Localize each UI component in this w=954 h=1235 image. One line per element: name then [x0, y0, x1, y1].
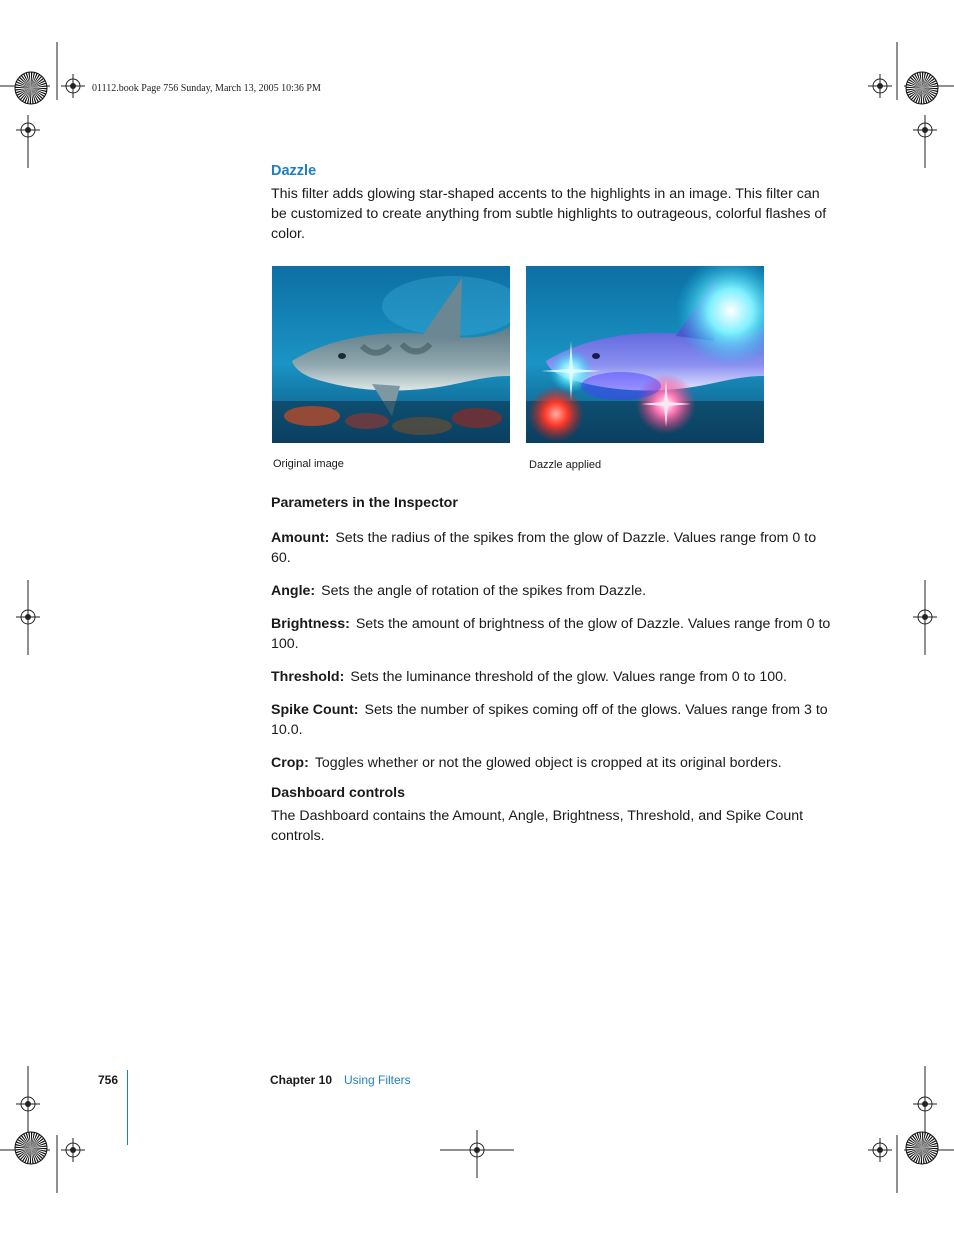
param-desc: Sets the angle of rotation of the spikes from Dazzle.	[321, 583, 647, 599]
param-name: Crop:	[271, 755, 309, 771]
param-brightness	[271, 614, 831, 654]
param-name: Threshold:	[271, 669, 345, 685]
starburst-mark	[15, 72, 47, 104]
dashboard-heading: Dashboard controls	[271, 785, 406, 801]
footer-chapter-title: Using Filters	[344, 1073, 411, 1087]
dashboard-paragraph: The Dashboard contains the Amount, Angle, Brightness, Threshold, and Spike Count controls.	[271, 808, 804, 844]
book-slug: 01112.book Page 756 Sunday, March 13, 2005 10:36 PM	[92, 83, 321, 94]
param-desc: Sets the luminance threshold of the glow. Values range from 0 to 100.	[350, 669, 787, 685]
param-name: Spike Count:	[271, 702, 359, 718]
param-spike-count	[271, 700, 831, 740]
param-angle	[271, 581, 831, 601]
page-number: 756	[98, 1073, 119, 1087]
dazzle-applied-image	[526, 266, 764, 443]
starburst-mark	[15, 1132, 47, 1164]
param-threshold	[271, 667, 831, 687]
param-name: Brightness:	[271, 616, 350, 632]
inspector-heading: Parameters in the Inspector	[271, 495, 458, 511]
footer-rule	[127, 1070, 128, 1145]
intro-paragraph: This filter adds glowing star-shaped accents to the highlights in an image. This filter can be customized to create anything from subtle highlights to outrageous, colorful flashes of color.	[271, 186, 827, 242]
param-desc: Sets the amount of brightness of the glow of Dazzle. Values range from 0 to 100.	[271, 616, 831, 652]
param-desc: Sets the radius of the spikes from the glow of Dazzle. Values range from 0 to 60.	[271, 530, 817, 566]
section-title: Dazzle	[271, 163, 317, 179]
param-amount	[271, 528, 831, 568]
param-desc: Toggles whether or not the glowed object is cropped at its original borders.	[314, 755, 782, 771]
starburst-mark	[906, 72, 938, 104]
original-image-caption: Original image	[273, 458, 344, 470]
param-name: Angle:	[271, 583, 316, 599]
param-desc: Sets the number of spikes coming off of the glows. Values range from 3 to 10.0.	[271, 702, 828, 738]
param-name: Amount:	[271, 530, 330, 546]
param-crop	[271, 753, 831, 773]
original-image	[272, 266, 510, 443]
footer-chapter: Chapter 10	[270, 1073, 333, 1087]
starburst-mark	[906, 1132, 938, 1164]
dazzle-applied-caption: Dazzle applied	[529, 459, 602, 471]
